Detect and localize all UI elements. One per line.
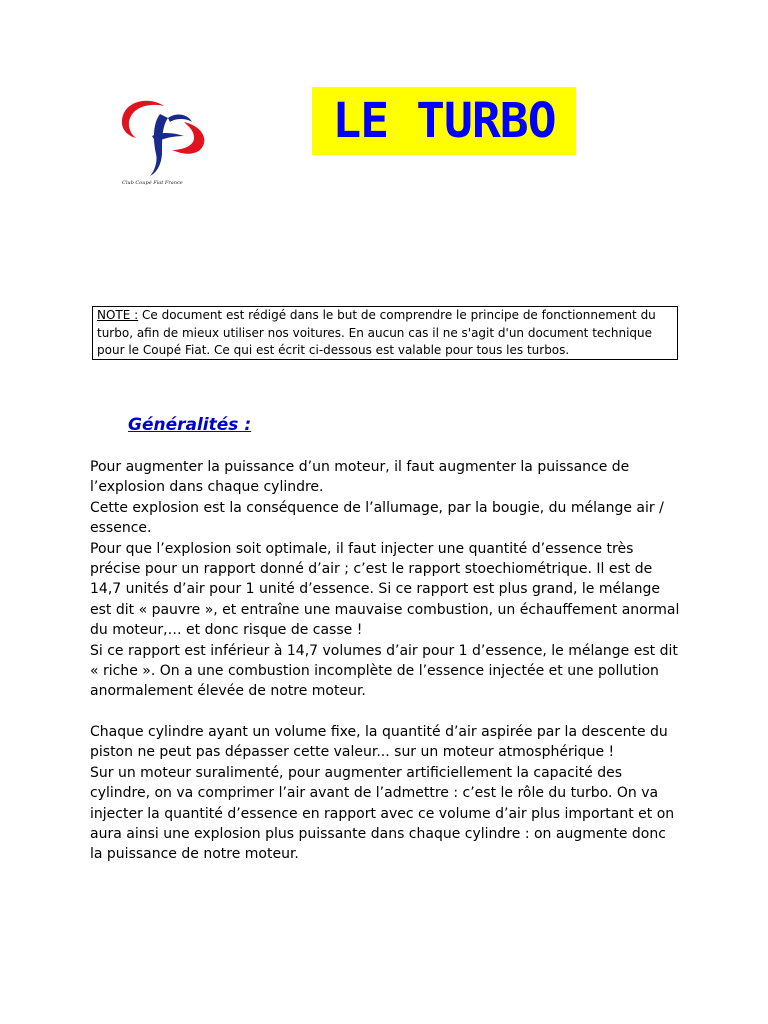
paragraph: Pour augmenter la puissance d’un moteur, il faut augmenter la puissance de l’explosion dans chaque cylindre. xyxy=(90,459,630,496)
paragraph: Sur un moteur suralimenté, pour augmenter artificiellement la capacité des cylindre, on va comprimer l’air avant de l’admettre : c’est le rôle du turbo. On va injecter la quantité d’essence en rapport avec ce volume d’air plus important et on aura ainsi une explosion plus puissante dans chaque cylindre : on augmente donc la puissance de notre moteur. xyxy=(90,764,675,863)
paragraph: Chaque cylindre ayant un volume fixe, la quantité d’air aspirée par la descente du piston ne peut pas dépasser cette valeur... sur un moteur atmosphérique ! xyxy=(90,723,668,761)
body-text xyxy=(90,457,680,865)
paragraph: Pour que l’explosion soit optimale, il faut injecter une quantité d’essence très précise pour un rapport donné d’air ; c’est le rapport stoechiométrique. Il est de 14,7 unités d’air pour 1 unité d’essence. Si ce rapport est plus grand, le mélange est dit « pauvre », et entraîne une mauvaise combustion, un échauffement anormal du moteur,… et donc risque de casse ! xyxy=(90,540,680,639)
logo-caption: Club Coupé Fiat France xyxy=(122,180,183,186)
paragraph: Si ce rapport est inférieur à 14,7 volumes d’air pour 1 d’essence, le mélange est dit « riche ». On a une combustion incomplète de l’essence injectée et une pollution anormalement élevée de notre moteur. xyxy=(90,642,678,700)
club-logo xyxy=(112,92,212,192)
ccf-logo-icon xyxy=(112,92,212,182)
note-label: NOTE : xyxy=(97,308,139,322)
paragraph: Cette explosion est la conséquence de l’allumage, par la bougie, du mélange air / essence. xyxy=(90,499,664,537)
note-box xyxy=(92,306,678,360)
section-title-generalites: Généralités : xyxy=(128,415,252,435)
page-title: LE TURBO xyxy=(312,87,576,155)
note-text: Ce document est rédigé dans le but de comprendre le principe de fonctionnement du turbo, afin de mieux utiliser nos voitures. En aucun cas il ne s'agit d'un document technique pour le Coupé Fiat. Ce qui est écrit ci-dessous est valable pour tous les turbos. xyxy=(97,308,656,357)
